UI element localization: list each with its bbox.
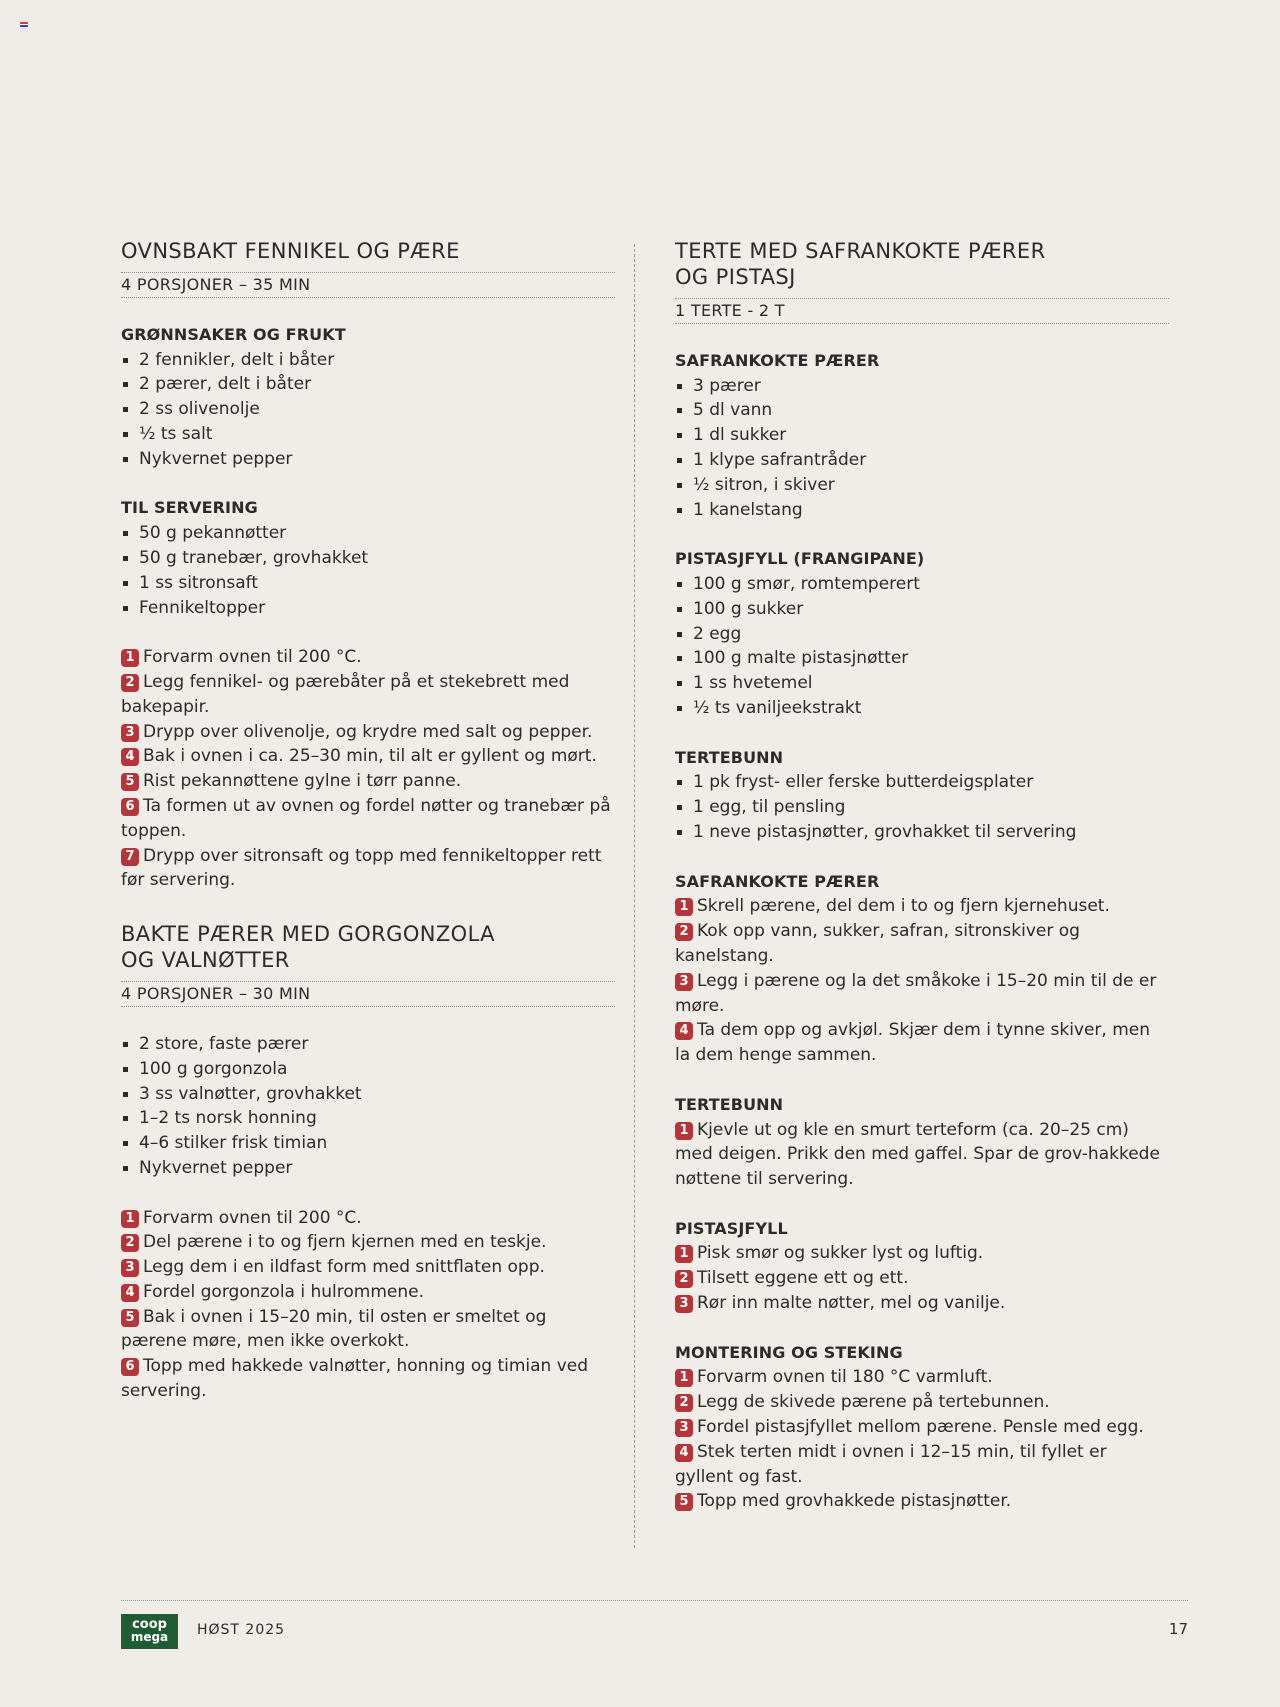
step-text: Ta dem opp og avkjøl. Skjær dem i tynne skiver, men la dem henge sammen.: [675, 1020, 1151, 1066]
step-text: Forvarm ovnen til 200 °C.: [143, 1207, 362, 1228]
ingredient-item: 1 neve pistasjnøtter, grovhakket til servering: [675, 820, 1169, 845]
step-number-badge: 2: [121, 674, 139, 692]
recipe-title: [121, 921, 615, 973]
step-text: Legg fennikel- og pærebåter på et stekebrett med bakepapir.: [121, 671, 570, 717]
step-number-badge: 3: [675, 973, 693, 991]
recipe-title-line: OG PISTASJ: [675, 265, 796, 289]
page-number: 17: [1168, 1620, 1188, 1638]
step-text: Kok opp vann, sukker, safran, sitronskiver og kanelstang.: [675, 921, 1080, 966]
step: [121, 794, 615, 844]
ingredient-item: 5 dl vann: [675, 398, 1169, 423]
ingredient-item: 2 store, faste pærer: [121, 1032, 615, 1057]
ingredient-item: 2 egg: [675, 622, 1169, 647]
recipe-title-line: BAKTE PÆRER MED GORGONZOLA: [121, 922, 495, 947]
ingredient-item: 2 pærer, delt i båter: [121, 372, 615, 397]
step-number-badge: 1: [675, 1369, 693, 1387]
step-number-badge: 2: [675, 923, 693, 941]
step: [121, 1230, 615, 1255]
ingredient-item: 100 g gorgonzola: [121, 1057, 615, 1082]
step-text: Stek terten midt i ovnen i 12–15 min, til fyllet er gyllent og fast.: [675, 1441, 1107, 1487]
step-number-badge: 2: [675, 1270, 693, 1288]
right-column: [675, 238, 1169, 1514]
section-title: SAFRANKOKTE PÆRER: [675, 350, 880, 370]
step-number-badge: 1: [121, 649, 139, 667]
section-title: PISTASJFYLL: [675, 1218, 788, 1238]
step-number-badge: 6: [121, 1358, 139, 1376]
step: [675, 1018, 1169, 1068]
ingredient-item: Nykvernet pepper: [121, 447, 615, 472]
step-list: [675, 894, 1169, 1068]
ingredient-item: 50 g pekannøtter: [121, 521, 615, 546]
step-number-badge: 1: [675, 1245, 693, 1263]
step: [675, 1118, 1169, 1192]
section-title: PISTASJFYLL (FRANGIPANE): [675, 549, 925, 569]
step-text: Bak i ovnen i ca. 25–30 min, til alt er gyllent og mørt.: [143, 746, 597, 767]
ingredient-item: ½ ts vaniljeekstrakt: [675, 696, 1169, 721]
ingredient-item: 1–2 ts norsk honning: [121, 1106, 615, 1131]
step-number-badge: 5: [121, 1309, 139, 1327]
ingredient-item: Fennikeltopper: [121, 596, 615, 621]
step-number-badge: 1: [121, 1210, 139, 1228]
ingredient-item: 100 g sukker: [675, 597, 1169, 622]
ingredient-item: 1 ss hvetemel: [675, 671, 1169, 696]
step-number-badge: 4: [121, 1284, 139, 1302]
ingredient-list: [675, 374, 1169, 523]
step-number-badge: 1: [675, 898, 693, 916]
step-text: Fordel pistasjfyllet mellom pærene. Pensle med egg.: [697, 1417, 1144, 1438]
ingredient-item: 1 ss sitronsaft: [121, 571, 615, 596]
recipe-meta: 4 PORSJONER – 35 MIN: [121, 272, 615, 298]
step: [675, 1291, 1169, 1316]
recipe-meta: 4 PORSJONER – 30 MIN: [121, 981, 615, 1007]
footer-divider: [121, 1600, 1188, 1601]
step-text: Legg de skivede pærene på tertebunnen.: [697, 1392, 1050, 1413]
ingredient-item: 50 g tranebær, grovhakket: [121, 546, 615, 571]
step-text: Forvarm ovnen til 180 °C varmluft.: [697, 1367, 993, 1388]
step: [121, 1280, 615, 1305]
menu-icon[interactable]: [20, 22, 28, 28]
step-number-badge: 3: [675, 1419, 693, 1437]
step: [675, 1241, 1169, 1266]
step: [675, 1415, 1169, 1440]
ingredient-item: 1 dl sukker: [675, 423, 1169, 448]
ingredient-item: ½ ts salt: [121, 422, 615, 447]
ingredient-item: 3 ss valnøtter, grovhakket: [121, 1082, 615, 1107]
step-number-badge: 4: [675, 1022, 693, 1040]
ingredient-item: 100 g smør, romtemperert: [675, 572, 1169, 597]
step-text: Bak i ovnen i 15–20 min, til osten er smeltet og pærene møre, men ikke overkokt.: [121, 1306, 547, 1352]
ingredient-item: 1 klype safrantråder: [675, 448, 1169, 473]
step-text: Legg i pærene og la det småkoke i 15–20 min til de er møre.: [675, 970, 1157, 1016]
step-number-badge: 5: [675, 1493, 693, 1511]
step: [121, 720, 615, 745]
step-text: Pisk smør og sukker lyst og luftig.: [697, 1243, 984, 1264]
step-number-badge: 2: [675, 1394, 693, 1412]
step-list: [675, 1241, 1169, 1315]
ingredient-list: [121, 348, 615, 472]
ingredient-item: 3 pærer: [675, 374, 1169, 399]
step-text: Legg dem i en ildfast form med snittflaten opp.: [143, 1257, 545, 1278]
step-text: Rist pekannøttene gylne i tørr panne.: [143, 771, 462, 792]
ingredient-item: ½ sitron, i skiver: [675, 473, 1169, 498]
recipe-title-line: OG VALNØTTER: [121, 948, 290, 973]
logo-line: mega: [130, 1630, 169, 1644]
step: [121, 1305, 615, 1355]
step-number-badge: 1: [675, 1122, 693, 1140]
step: [675, 1365, 1169, 1390]
recipe-title: [675, 238, 1169, 290]
step: [675, 894, 1169, 919]
step-text: Tilsett eggene ett og ett.: [697, 1268, 909, 1289]
step-number-badge: 7: [121, 848, 139, 866]
section-title: TERTEBUNN: [675, 1094, 784, 1114]
ingredient-item: 100 g malte pistasjnøtter: [675, 646, 1169, 671]
step-text: Drypp over sitronsaft og topp med fennikeltopper rett før servering.: [121, 845, 602, 891]
logo-line: coop: [132, 1617, 167, 1632]
section-title: MONTERING OG STEKING: [675, 1342, 903, 1362]
step-number-badge: 6: [121, 798, 139, 816]
step-text: Forvarm ovnen til 200 °C.: [143, 647, 362, 668]
step-text: Topp med grovhakkede pistasjnøtter.: [697, 1491, 1012, 1512]
ingredient-item: 1 kanelstang: [675, 498, 1169, 523]
step-text: Del pærene i to og fjern kjernen med en teskje.: [143, 1232, 547, 1253]
step-number-badge: 3: [121, 724, 139, 742]
step: [675, 1390, 1169, 1415]
ingredient-item: 2 ss olivenolje: [121, 397, 615, 422]
step-text: Rør inn malte nøtter, mel og vanilje.: [697, 1293, 1006, 1314]
step: [121, 1206, 615, 1231]
column-divider: [634, 244, 635, 1548]
step: [675, 1266, 1169, 1291]
step-text: Drypp over olivenolje, og krydre med salt og pepper.: [143, 721, 593, 742]
step: [675, 919, 1169, 969]
step: [675, 1489, 1169, 1514]
step-number-badge: 5: [121, 773, 139, 791]
step-number-badge: 4: [675, 1444, 693, 1462]
ingredient-list: [675, 572, 1169, 721]
recipe-meta: 1 TERTE - 2 T: [675, 298, 1169, 324]
step-number-badge: 4: [121, 748, 139, 766]
step: [121, 1255, 615, 1280]
step: [121, 744, 615, 769]
ingredient-list: [675, 770, 1169, 844]
step-number-badge: 3: [121, 1259, 139, 1277]
ingredient-item: 1 egg, til pensling: [675, 795, 1169, 820]
section-title: SAFRANKOKTE PÆRER: [675, 871, 880, 891]
step: [675, 1440, 1169, 1490]
recipe-title: OVNSBAKT FENNIKEL OG PÆRE: [121, 239, 460, 263]
step: [121, 645, 615, 670]
section-title: TERTEBUNN: [675, 747, 784, 767]
ingredient-item: 1 pk fryst- eller ferske butterdeigsplater: [675, 770, 1169, 795]
section-title: GRØNNSAKER OG FRUKT: [121, 324, 346, 344]
recipe-title-line: TERTE MED SAFRANKOKTE PÆRER: [675, 239, 1046, 263]
step: [121, 1354, 615, 1404]
left-column: [121, 238, 615, 1404]
step-list: [121, 645, 615, 893]
step-list: [121, 1206, 615, 1404]
step-list: [675, 1118, 1169, 1192]
step: [121, 844, 615, 894]
step-text: Fordel gorgonzola i hulrommene.: [143, 1281, 424, 1302]
ingredient-item: Nykvernet pepper: [121, 1156, 615, 1181]
step-list: [675, 1365, 1169, 1514]
step: [675, 969, 1169, 1019]
coop-mega-logo: [121, 1614, 178, 1649]
step-number-badge: 3: [675, 1295, 693, 1313]
step-text: Skrell pærene, del dem i to og fjern kjernehuset.: [697, 896, 1110, 917]
ingredient-item: 2 fennikler, delt i båter: [121, 348, 615, 373]
step-text: Ta formen ut av ovnen og fordel nøtter og tranebær på toppen.: [121, 795, 611, 841]
step: [121, 670, 615, 720]
ingredient-list: [121, 521, 615, 620]
ingredient-item: 4–6 stilker frisk timian: [121, 1131, 615, 1156]
section-title: TIL SERVERING: [121, 498, 258, 518]
step: [121, 769, 615, 794]
step-text: Topp med hakkede valnøtter, honning og timian ved servering.: [121, 1356, 589, 1402]
step-text: Kjevle ut og kle en smurt terteform (ca. 20–25 cm) med deigen. Prikk den med gaffel. Spar de grov-hakkede nøttene til servering.: [675, 1119, 1160, 1190]
step-number-badge: 2: [121, 1234, 139, 1252]
ingredient-list: [121, 1032, 615, 1181]
season-label: HØST 2025: [197, 1622, 286, 1638]
